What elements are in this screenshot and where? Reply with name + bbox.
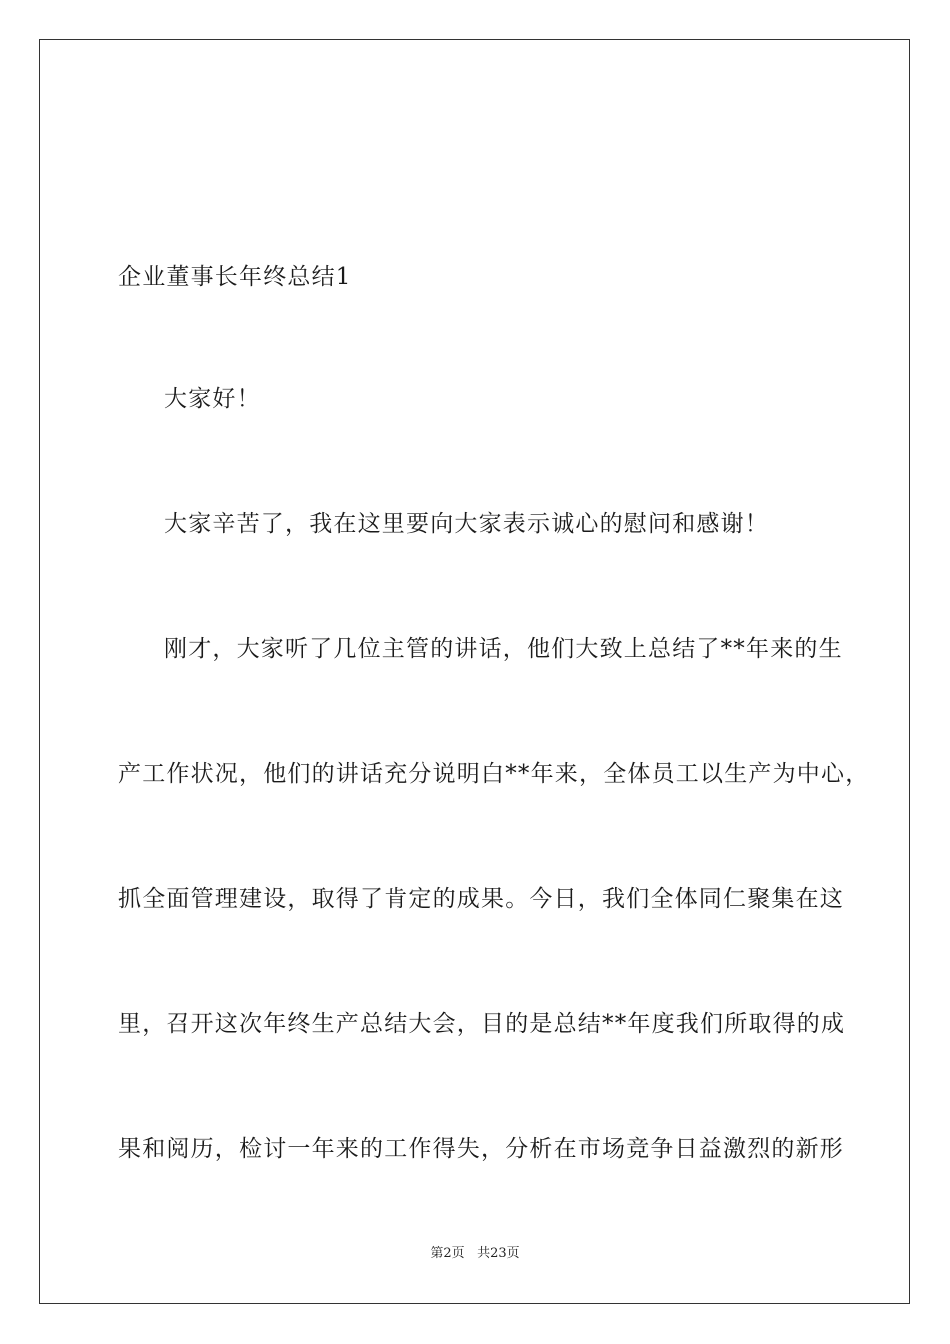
total-pages: 共23页 (477, 1246, 520, 1261)
page-number: 第2页 (430, 1246, 465, 1261)
greeting-line: 大家好！ (164, 386, 261, 412)
paragraph-line: 里，召开这次年终生产总结大会，目的是总结**年度我们所取得的成 (118, 1011, 846, 1037)
page-border (39, 39, 910, 1304)
paragraph-line: 刚才，大家听了几位主管的讲话，他们大致上总结了**年来的生 (164, 636, 843, 662)
paragraph-line: 抓全面管理建设，取得了肯定的成果。今日，我们全体同仁聚集在这 (118, 886, 844, 912)
page-footer (0, 1245, 950, 1263)
paragraph-line: 大家辛苦了，我在这里要向大家表示诚心的慰问和感谢！ (164, 511, 769, 537)
paragraph-line: 果和阅历，检讨一年来的工作得失，分析在市场竞争日益激烈的新形 (118, 1136, 844, 1162)
document-title: 企业董事长年终总结1 (118, 264, 352, 290)
paragraph-line: 产工作状况，他们的讲话充分说明白**年来，全体员工以生产为中心， (118, 761, 870, 787)
